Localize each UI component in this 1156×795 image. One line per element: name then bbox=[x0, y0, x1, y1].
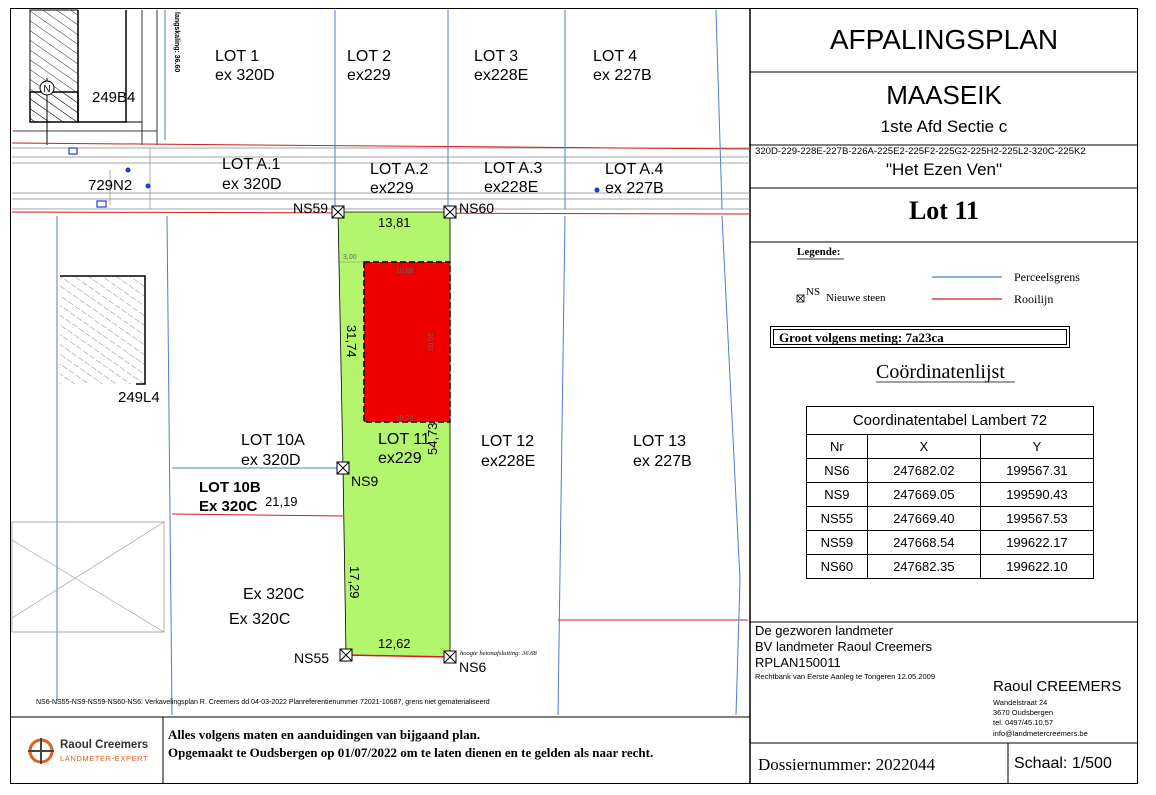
table-row bbox=[807, 483, 1094, 507]
lot-a1-ex: ex 320D bbox=[222, 176, 282, 193]
lot-4-label: LOT 4 bbox=[593, 48, 638, 65]
lot-a2-label: LOT A.2 bbox=[370, 161, 429, 178]
lot-10b-ex: Ex 320C bbox=[199, 498, 258, 515]
dim-side: 21,19 bbox=[265, 494, 298, 509]
cell: NS55 bbox=[807, 507, 868, 531]
table-row bbox=[807, 531, 1094, 555]
legend-heading: Legende: bbox=[797, 246, 841, 258]
lot-a2-ex: ex229 bbox=[370, 180, 414, 197]
coord-list-heading: Coördinatenlijst bbox=[876, 361, 1005, 383]
parcel-249l4: 249L4 bbox=[118, 389, 160, 406]
area-box: Groot volgens meting: 7a23ca bbox=[770, 326, 1070, 348]
footer-note: NS6-NS55-NS9-NS59-NS60-NS6: Verkavelingsplan R. Creemers dd 04-03-2022 Planreferentienummer 72021-10687, grens niet gematerialiseerd bbox=[36, 699, 490, 706]
surveyor-phone: tel. 0497/45.10.57 bbox=[993, 718, 1054, 727]
stone-ns6-icon bbox=[444, 651, 456, 663]
company-logo bbox=[26, 734, 156, 768]
logo-mark-icon bbox=[26, 736, 56, 766]
plan-title: AFPALINGSPLAN bbox=[829, 24, 1059, 55]
lot-3-ex: ex228E bbox=[474, 67, 529, 84]
dim-left: 31,74 bbox=[344, 325, 359, 358]
coord-table-caption: Coordinatentabel Lambert 72 bbox=[806, 406, 1094, 434]
surveyor-line1: De gezworen landmeter bbox=[755, 623, 894, 638]
parcel-249b4: 249B4 bbox=[92, 89, 136, 106]
lot-a3-label: LOT A.3 bbox=[484, 160, 543, 177]
dim-bld-top: 10,68 bbox=[396, 268, 414, 275]
logo-sub: LANDMETER-EXPERT bbox=[60, 754, 149, 763]
stone-ns9-icon bbox=[337, 462, 349, 474]
ex-320c-label-a: Ex 320C bbox=[243, 586, 305, 603]
cell: 199590.43 bbox=[980, 483, 1093, 507]
table-row bbox=[807, 555, 1094, 579]
dim-setback: 3,00 bbox=[343, 254, 357, 261]
cell: 247669.40 bbox=[867, 507, 980, 531]
dim-lower-left: 17,29 bbox=[347, 566, 362, 599]
vertical-note: langskaling: 36.60 bbox=[173, 12, 180, 73]
stone-ns55-icon bbox=[340, 649, 352, 661]
lot-10a-label: LOT 10A bbox=[241, 432, 305, 449]
stone-ns6-label: NS6 bbox=[459, 659, 487, 675]
dim-bottom: 12,62 bbox=[378, 636, 411, 651]
cell: 247682.02 bbox=[867, 459, 980, 483]
lot-4-ex: ex 227B bbox=[593, 67, 652, 84]
stone-ns55-label: NS55 bbox=[294, 650, 330, 666]
lot-a3-ex: ex228E bbox=[484, 179, 539, 196]
cell: 199567.31 bbox=[980, 459, 1093, 483]
table-row bbox=[807, 507, 1094, 531]
dim-right: 54,73 bbox=[425, 422, 440, 455]
scale: Schaal: 1/500 bbox=[1014, 755, 1112, 772]
dim-top: 13,81 bbox=[378, 215, 411, 230]
lot-13-ex: ex 227B bbox=[633, 453, 692, 470]
cell: 199622.10 bbox=[980, 555, 1093, 579]
lot-number: Lot 11 bbox=[908, 196, 980, 225]
legend-perceelsgrens: Perceelsgrens bbox=[1014, 270, 1080, 284]
division-line: 1ste Afd Sectie c bbox=[880, 117, 1008, 136]
surveyor-line2: BV landmeter Raoul Creemers bbox=[755, 639, 933, 654]
cell: NS60 bbox=[807, 555, 868, 579]
lot-12-ex: ex228E bbox=[481, 453, 536, 470]
lot-a4-ex: ex 227B bbox=[605, 180, 664, 197]
parcels-line: 320D-229-228E-227B-226A-225E2-225F2-225G2-225H2-225L2-320C-225K2 bbox=[755, 146, 1086, 157]
legend-ns-label: Nieuwe steen bbox=[826, 292, 886, 304]
dim-bld-bottom: 10,24 bbox=[396, 415, 414, 422]
stone-ns60-icon bbox=[444, 206, 456, 218]
surveyor-line3: RPLAN150011 bbox=[755, 655, 841, 670]
lot-1-ex: ex 320D bbox=[215, 67, 275, 84]
footer-line1: Alles volgens maten en aanduidingen van bijgaand plan. bbox=[168, 727, 481, 742]
north-label: N bbox=[43, 84, 51, 95]
surveyor-name: Raoul CREEMERS bbox=[993, 678, 1122, 695]
cell: 247669.05 bbox=[867, 483, 980, 507]
lot-2-ex: ex229 bbox=[347, 67, 391, 84]
lot-13-label: LOT 13 bbox=[633, 433, 687, 450]
coordinate-table bbox=[806, 406, 1094, 579]
lot-11-label: LOT 11 bbox=[378, 431, 430, 448]
cell: 199567.53 bbox=[980, 507, 1093, 531]
coord-col-x: X bbox=[867, 435, 980, 459]
cell: 247682.35 bbox=[867, 555, 980, 579]
lot-12-label: LOT 12 bbox=[481, 433, 535, 450]
surveyor-street: Wandelstraat 24 bbox=[993, 698, 1048, 707]
surveyor-court: Rechtbank van Eerste Aanleg te Tongeren 12.05.2009 bbox=[755, 672, 935, 681]
lot-10a-ex: ex 320D bbox=[241, 452, 301, 469]
hoogte-note: hoogte betonafsluiting: 36.68 bbox=[460, 650, 537, 657]
lot-3-label: LOT 3 bbox=[474, 48, 519, 65]
surveyor-email: info@landmetercreemers.be bbox=[993, 729, 1088, 738]
cell: NS59 bbox=[807, 531, 868, 555]
legend-rooilijn: Rooilijn bbox=[1014, 292, 1054, 306]
table-row bbox=[807, 459, 1094, 483]
cell: 247668.54 bbox=[867, 531, 980, 555]
lot-2-label: LOT 2 bbox=[347, 48, 392, 65]
legend-ns-symbol: NS bbox=[806, 286, 821, 298]
stone-ns59-icon bbox=[332, 206, 344, 218]
dossier-number: Dossiernummer: 2022044 bbox=[758, 755, 936, 774]
logo-name: Raoul Creemers bbox=[60, 739, 149, 751]
place-name: "Het Ezen Ven" bbox=[885, 160, 1003, 179]
coord-col-nr: Nr bbox=[807, 435, 868, 459]
footer-line2: Opgemaakt te Oudsbergen op 01/07/2022 om te laten dienen en te gelden als naar recht. bbox=[168, 745, 654, 760]
surveyor-postal: 3670 Oudsbergen bbox=[993, 708, 1054, 717]
city-name: MAASEIK bbox=[886, 80, 1002, 110]
stone-ns59-label: NS59 bbox=[293, 200, 329, 216]
lot-a1-label: LOT A.1 bbox=[222, 156, 281, 173]
dim-bld-side: 20,00 bbox=[426, 333, 433, 351]
cell: 199622.17 bbox=[980, 531, 1093, 555]
cell: NS6 bbox=[807, 459, 868, 483]
lot-1-label: LOT 1 bbox=[215, 48, 260, 65]
stone-ns9-label: NS9 bbox=[351, 473, 379, 489]
cell: NS9 bbox=[807, 483, 868, 507]
planned-building bbox=[364, 262, 450, 422]
lot-10b-label: LOT 10B bbox=[199, 479, 261, 496]
legend-stone-icon bbox=[797, 295, 804, 302]
stone-ns60-label: NS60 bbox=[459, 200, 495, 216]
lot-11-ex: ex229 bbox=[378, 450, 422, 467]
lot-a4-label: LOT A.4 bbox=[605, 161, 664, 178]
ex-320c-label-b: Ex 320C bbox=[229, 611, 291, 628]
parcel-729n2: 729N2 bbox=[88, 177, 133, 194]
coord-col-y: Y bbox=[980, 435, 1093, 459]
